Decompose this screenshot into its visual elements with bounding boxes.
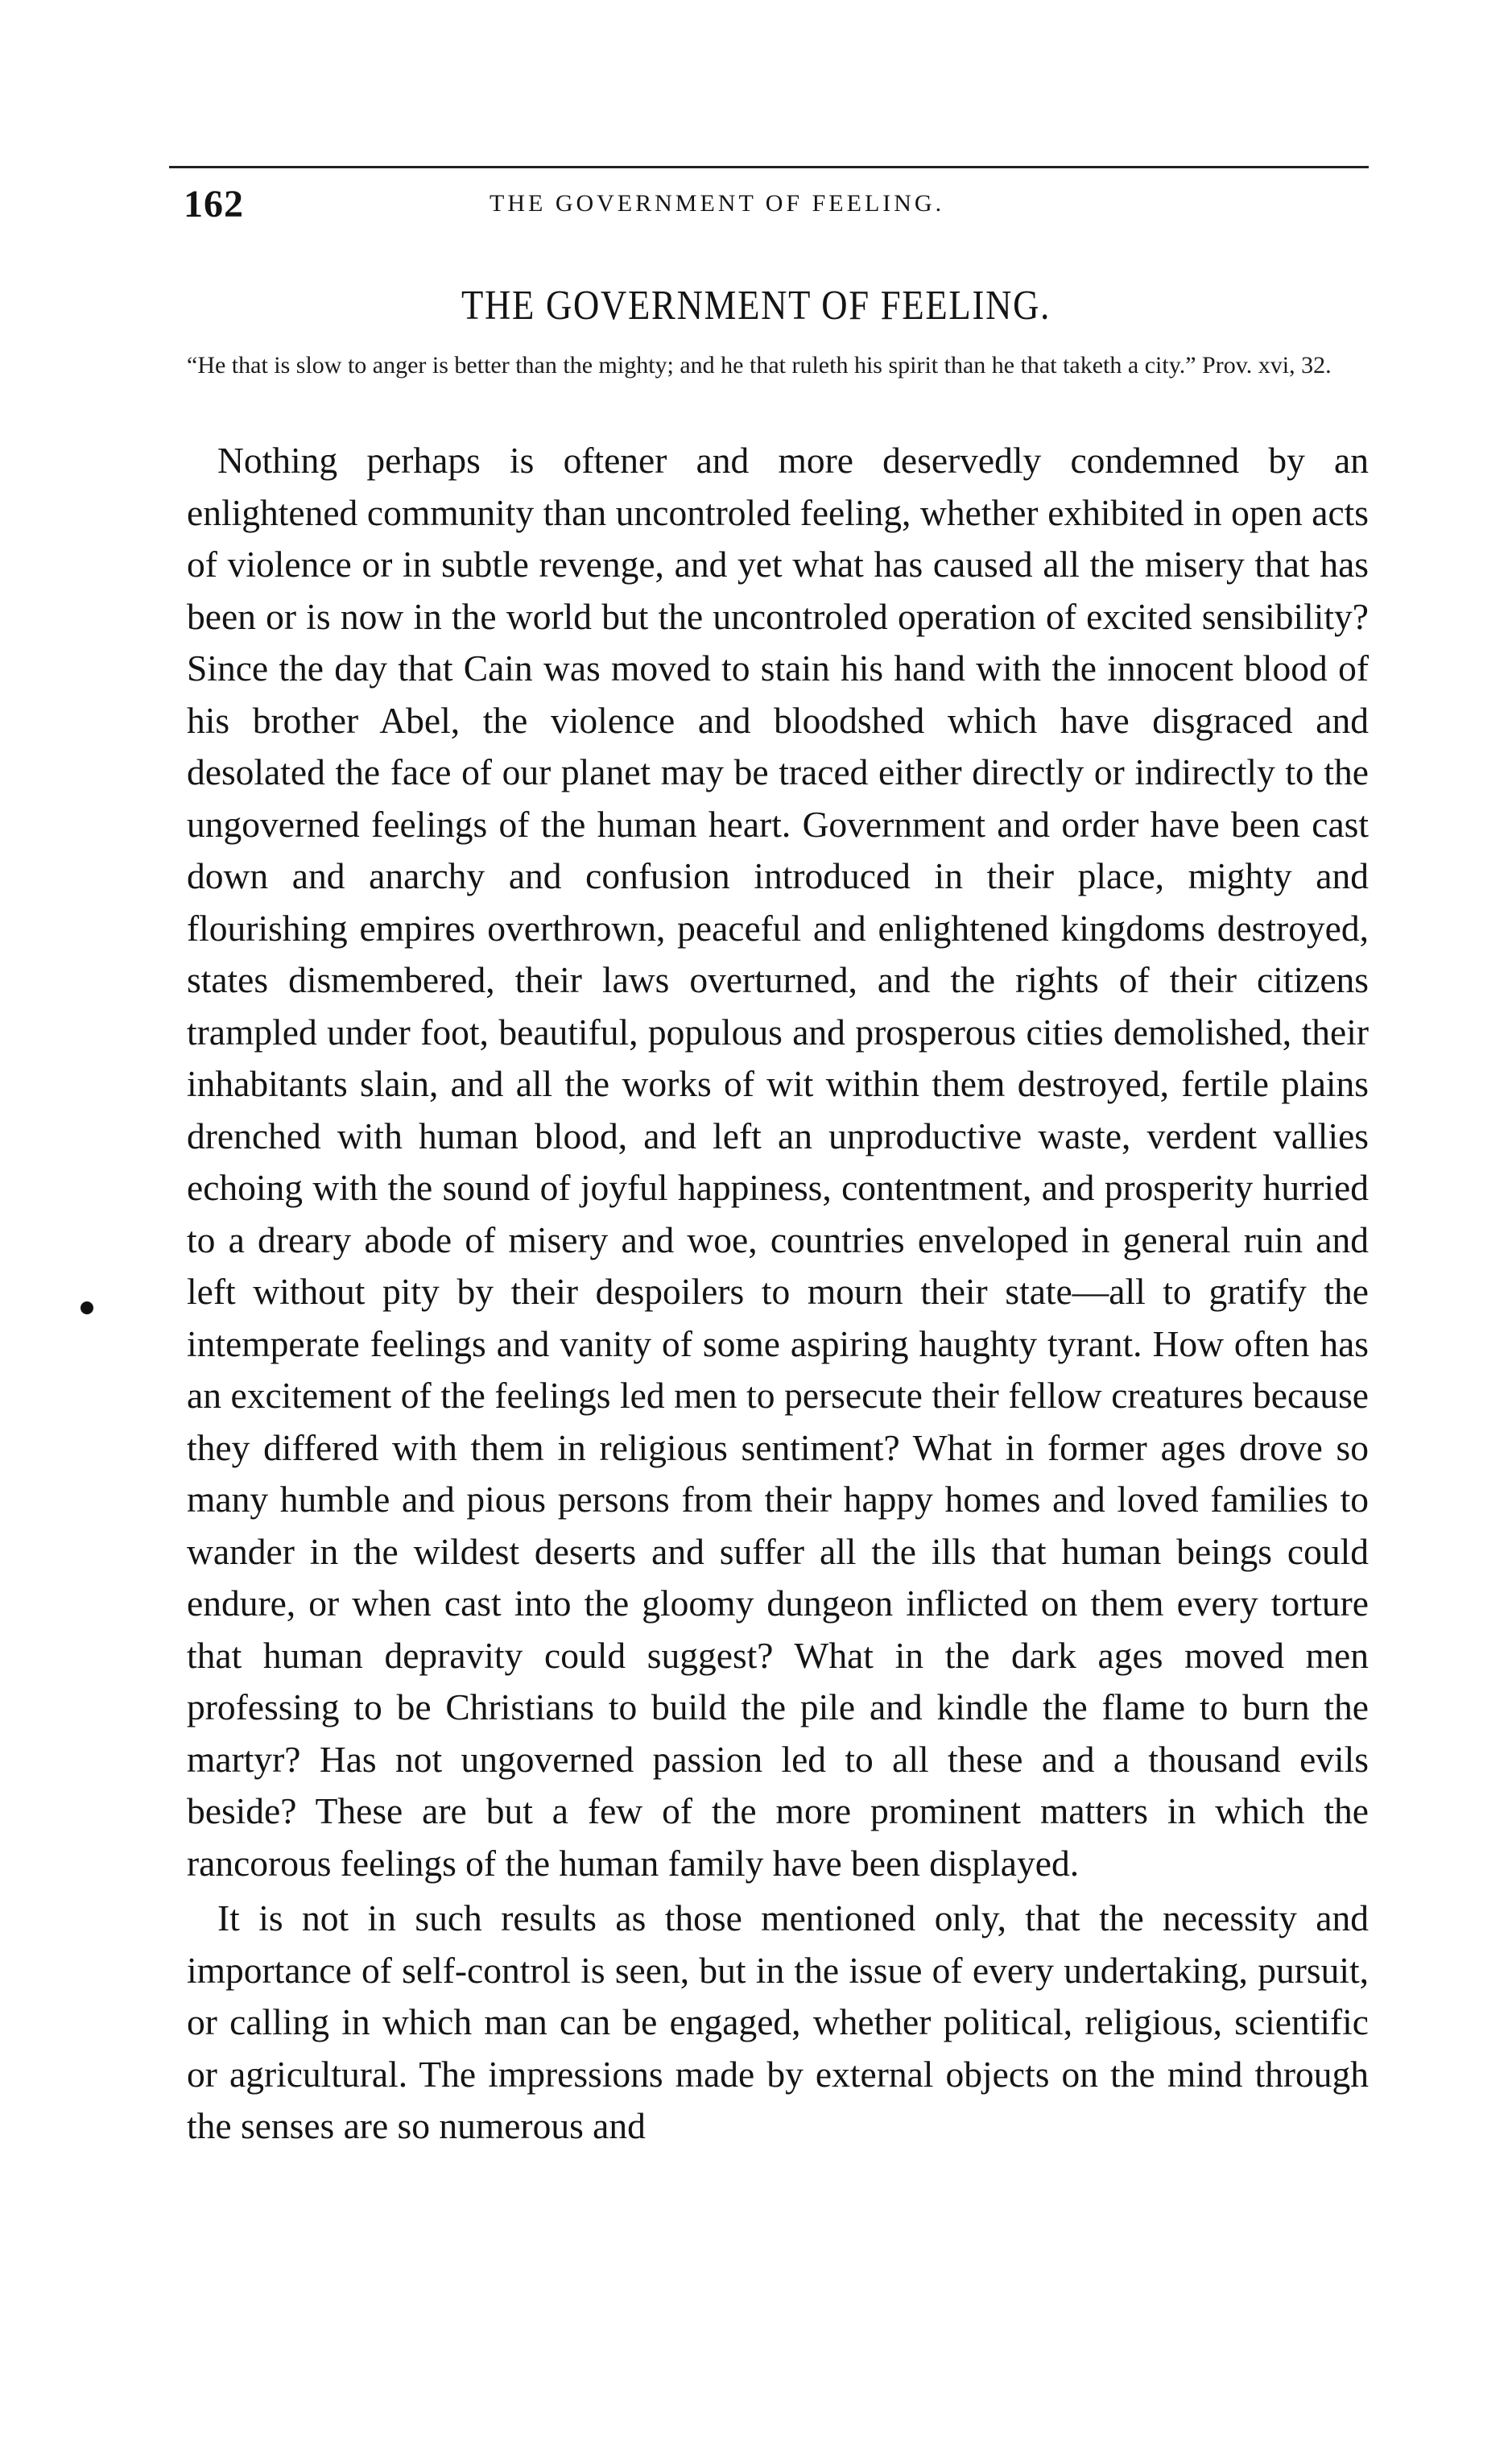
page-number: 162 — [184, 183, 244, 225]
article-body — [187, 435, 1369, 2153]
paragraph-2: It is not in such results as those mentioned only, that the necessity and importance of self-control is seen, but in the issue of every undertaking, pursuit, or calling in which man can be engaged, whether political, religious, scientific or agricultural. The impressions made by external objects on the mind through the senses are so numerous and — [187, 1897, 1369, 2146]
article-title: THE GOVERNMENT OF FEELING. — [461, 283, 1051, 329]
running-title: THE GOVERNMENT OF FEELING. — [490, 190, 945, 217]
epigraph-quote: “He that is slow to anger is better than the mighty; and he that ruleth his spirit than he that taketh a city.” Prov. xvi, 32. — [187, 352, 1332, 379]
header-rule — [169, 166, 1369, 168]
margin-ink-dot — [81, 1301, 93, 1314]
running-header — [184, 182, 1367, 238]
paragraph-1: Nothing perhaps is oftener and more deservedly condemned by an enlightened community than uncontroled feeling, whether exhibited in open acts of violence or in subtle revenge, and yet what has caused all the misery that has been or is now in the world but the uncontroled operation of excited sensibility? Since the day that Cain was moved to stain his hand with the innocent blood of his brother Abel, the violence and bloodshed which have disgraced and desolated the face of our planet may be traced either directly or indirectly to the ungoverned feelings of the human heart. Government and order have been cast down and anarchy and confusion introduced in their place, mighty and flourishing empires overthrown, peaceful and enlightened kingdoms destroyed, states dismembered, their laws overturned, and the rights of their citizens trampled under foot, beautiful, populous and prosperous cities demolished, their inhabitants slain, and all the works of wit within them destroyed, fertile plains drenched with human blood, and left an unproductive waste, verdent vallies echoing with the sound of joyful happiness, contentment, and prosperity hurried to a dreary abode of misery and woe, countries enveloped in general ruin and left without pity by their despoilers to mourn their state—all to gratify the intemperate feelings and vanity of some aspiring haughty tyrant. How often has an excitement of the feelings led men to persecute their fellow creatures because they differed with them in religious sentiment? What in former ages drove so many humble and pious persons from their happy homes and loved families to wander in the wildest deserts and suffer all the ills that human beings could endure, or when cast into the gloomy dungeon inflicted on them every torture that human depravity could suggest? What in the dark ages moved men professing to be Christians to build the pile and kindle the flame to burn the martyr? Has not ungoverned passion led to all these and a thousand evils beside? These are but a few of the more prominent matters in which the rancorous feelings of the human family have been displayed. — [187, 440, 1369, 1884]
